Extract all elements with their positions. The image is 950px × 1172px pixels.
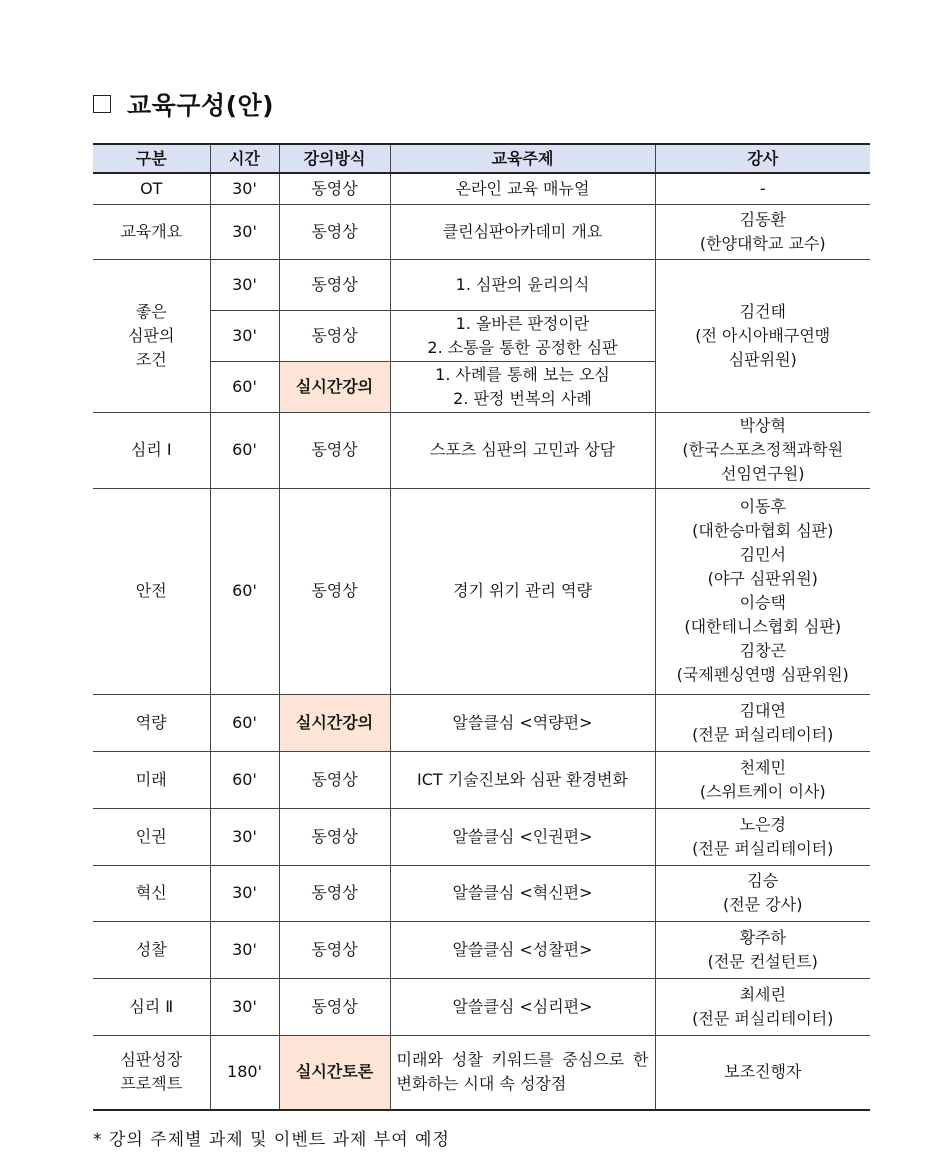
instructor-line: 김승: [747, 871, 779, 890]
table-row: [93, 921, 870, 978]
instructor-line: (스위트케이 이사): [699, 781, 826, 801]
table-row: [93, 173, 870, 204]
cell-method: 동영상: [279, 808, 390, 865]
cell-instructor: [655, 694, 870, 751]
topic-line: 1. 올바른 판정이란: [455, 313, 590, 333]
cell-method: 실시간강의: [279, 694, 390, 751]
table-row: [93, 865, 870, 921]
topic-line: 2. 판정 번복의 사례: [453, 388, 592, 408]
cell-instructor: [655, 412, 870, 488]
cell-method: 동영상: [279, 173, 390, 204]
table-row: [93, 412, 870, 488]
instructor-line: 황주하: [739, 927, 786, 947]
category-line: 안전: [135, 581, 167, 600]
instructor-line: 최세린: [739, 984, 786, 1004]
cell-instructor: [655, 204, 870, 259]
table-row: [93, 259, 870, 310]
cell-category: [93, 865, 210, 921]
table-row: [93, 694, 870, 751]
instructor-line: 김대연: [739, 700, 786, 720]
header-category: 구분: [93, 144, 210, 173]
topic-line: 2. 소통을 통한 공정한 심판: [427, 337, 618, 357]
cell-time: 60': [210, 694, 279, 751]
topic-line: 클린심판아카데미 개요: [442, 221, 603, 241]
table-row: [93, 204, 870, 259]
instructor-line: (대한승마협회 심판): [692, 521, 834, 540]
instructor-line: (전문 퍼실리테이터): [692, 724, 834, 744]
cell-method: 실시간강의: [279, 361, 390, 412]
instructor-line: (대한테니스협회 심판): [684, 617, 842, 636]
cell-topic: [390, 865, 655, 921]
topic-line: 경기 위기 관리 역량: [453, 581, 592, 600]
cell-method: 동영상: [279, 412, 390, 488]
cell-time: 30': [210, 808, 279, 865]
instructor-line: -: [759, 178, 766, 198]
cell-method: 동영상: [279, 310, 390, 361]
cell-time: 30': [210, 978, 279, 1035]
instructor-line: (전문 퍼실리테이터): [692, 1008, 834, 1028]
cell-category: [93, 694, 210, 751]
category-line: 좋은: [135, 301, 167, 321]
cell-time: 60': [210, 488, 279, 694]
header-topic: 교육주제: [390, 144, 655, 173]
cell-topic: [390, 259, 655, 310]
cell-topic: [390, 694, 655, 751]
topic-line: 알쓸클심 <인권편>: [452, 826, 593, 846]
cell-instructor: [655, 488, 870, 694]
instructor-line: 박상혁: [739, 416, 786, 435]
cell-topic: [390, 808, 655, 865]
cell-time: 30': [210, 204, 279, 259]
topic-line: 알쓸클심 <혁신편>: [452, 883, 593, 902]
instructor-line: 김건태: [739, 301, 786, 321]
section-title: [93, 86, 274, 122]
cell-instructor: [655, 1035, 870, 1110]
cell-topic: [390, 310, 655, 361]
cell-instructor: [655, 751, 870, 808]
header-time: 시간: [210, 144, 279, 173]
instructor-line: (전문 강사): [723, 895, 803, 914]
table-row: [93, 751, 870, 808]
checkbox-square-icon: [93, 95, 111, 113]
instructor-line: 심판위원): [728, 349, 797, 369]
category-line: 교육개요: [120, 221, 183, 241]
cell-category: [93, 751, 210, 808]
cell-instructor: [655, 921, 870, 978]
instructor-line: (전 아시아배구연맹: [695, 325, 831, 345]
cell-instructor: [655, 173, 870, 204]
instructor-line: (전문 컨설턴트): [707, 951, 818, 971]
instructor-line: (전문 퍼실리테이터): [692, 838, 834, 858]
cell-method: 동영상: [279, 865, 390, 921]
cell-time: 180': [210, 1035, 279, 1110]
category-line: 심리 Ⅱ: [129, 996, 174, 1016]
cell-category: [93, 204, 210, 259]
table-body: [93, 173, 870, 1110]
cell-method: 동영상: [279, 921, 390, 978]
cell-topic: [390, 978, 655, 1035]
category-line: 심리 Ⅰ: [130, 440, 172, 459]
section-title-text: 교육구성(안): [127, 91, 275, 120]
curriculum-table: [93, 143, 870, 1111]
category-line: 역량: [135, 712, 167, 732]
topic-line: 온라인 교육 매뉴얼: [455, 178, 590, 198]
category-line: 인권: [135, 826, 167, 846]
cell-method: 실시간토론: [279, 1035, 390, 1110]
cell-category: [93, 488, 210, 694]
cell-topic: [390, 488, 655, 694]
cell-time: 60': [210, 361, 279, 412]
topic-line: 알쓸클심 <성찰편>: [452, 939, 593, 959]
cell-method: 동영상: [279, 259, 390, 310]
cell-instructor: [655, 978, 870, 1035]
table-row: [93, 978, 870, 1035]
topic-line: 1. 심판의 윤리의식: [455, 274, 590, 294]
cell-topic: [390, 751, 655, 808]
cell-time: 60': [210, 412, 279, 488]
cell-category: [93, 1035, 210, 1110]
instructor-line: 이동후: [739, 497, 786, 516]
cell-time: 30': [210, 310, 279, 361]
cell-method: 동영상: [279, 978, 390, 1035]
instructor-line: 노은경: [739, 814, 786, 834]
instructor-line: (야구 심판위원): [707, 569, 818, 588]
instructor-line: 선임연구원): [720, 464, 805, 483]
category-line: 성찰: [135, 939, 167, 959]
cell-category: [93, 921, 210, 978]
table-row: [93, 808, 870, 865]
topic-line: ICT 기술진보와 심판 환경변화: [417, 769, 628, 789]
instructor-line: 김민서: [739, 545, 786, 564]
instructor-line: 김동환: [739, 209, 786, 229]
cell-method: 동영상: [279, 751, 390, 808]
cell-topic: [390, 361, 655, 412]
instructor-line: 이승택: [739, 593, 786, 612]
topic-line: 1. 사례를 통해 보는 오심: [435, 364, 610, 384]
category-line: 프로젝트: [120, 1074, 183, 1094]
topic-line: 미래와 성찰 키워드를 중심으로 한 변화하는 시대 속 성장점: [396, 1050, 649, 1094]
cell-method: 동영상: [279, 204, 390, 259]
category-line: 혁신: [135, 883, 167, 902]
table-row: [93, 1035, 870, 1110]
category-line: 심판의: [128, 325, 175, 345]
instructor-line: (한양대학교 교수): [699, 233, 826, 253]
instructor-line: 천제민: [739, 757, 786, 777]
cell-topic: [390, 1035, 655, 1110]
table-header-row: [93, 144, 870, 173]
cell-time: 30': [210, 173, 279, 204]
cell-topic: [390, 173, 655, 204]
cell-category: [93, 412, 210, 488]
category-line: 심판성장: [120, 1050, 183, 1070]
category-line: 미래: [135, 769, 167, 789]
topic-line: 알쓸클심 <심리편>: [452, 996, 593, 1016]
cell-instructor: [655, 808, 870, 865]
cell-category: [93, 173, 210, 204]
header-method: 강의방식: [279, 144, 390, 173]
topic-line: 스포츠 심판의 고민과 상담: [429, 440, 616, 459]
cell-time: 30': [210, 259, 279, 310]
instructor-line: 보조진행자: [724, 1062, 802, 1082]
cell-time: 30': [210, 865, 279, 921]
cell-time: 30': [210, 921, 279, 978]
cell-instructor: [655, 259, 870, 412]
cell-category: [93, 808, 210, 865]
cell-topic: [390, 204, 655, 259]
category-line: OT: [140, 178, 163, 198]
cell-time: 60': [210, 751, 279, 808]
topic-line: 알쓸클심 <역량편>: [452, 712, 593, 732]
header-instructor: 강사: [655, 144, 870, 173]
cell-method: 동영상: [279, 488, 390, 694]
cell-topic: [390, 921, 655, 978]
table-row: [93, 488, 870, 694]
cell-category: [93, 978, 210, 1035]
cell-topic: [390, 412, 655, 488]
instructor-line: 김창곤: [739, 641, 786, 660]
cell-category: [93, 259, 210, 412]
category-line: 조건: [135, 349, 167, 369]
instructor-line: (한국스포츠정책과학원: [682, 440, 844, 459]
cell-instructor: [655, 865, 870, 921]
footnote: * 강의 주제별 과제 및 이벤트 과제 부여 예정: [93, 1130, 450, 1150]
instructor-line: (국제펜싱연맹 심판위원): [676, 665, 849, 684]
